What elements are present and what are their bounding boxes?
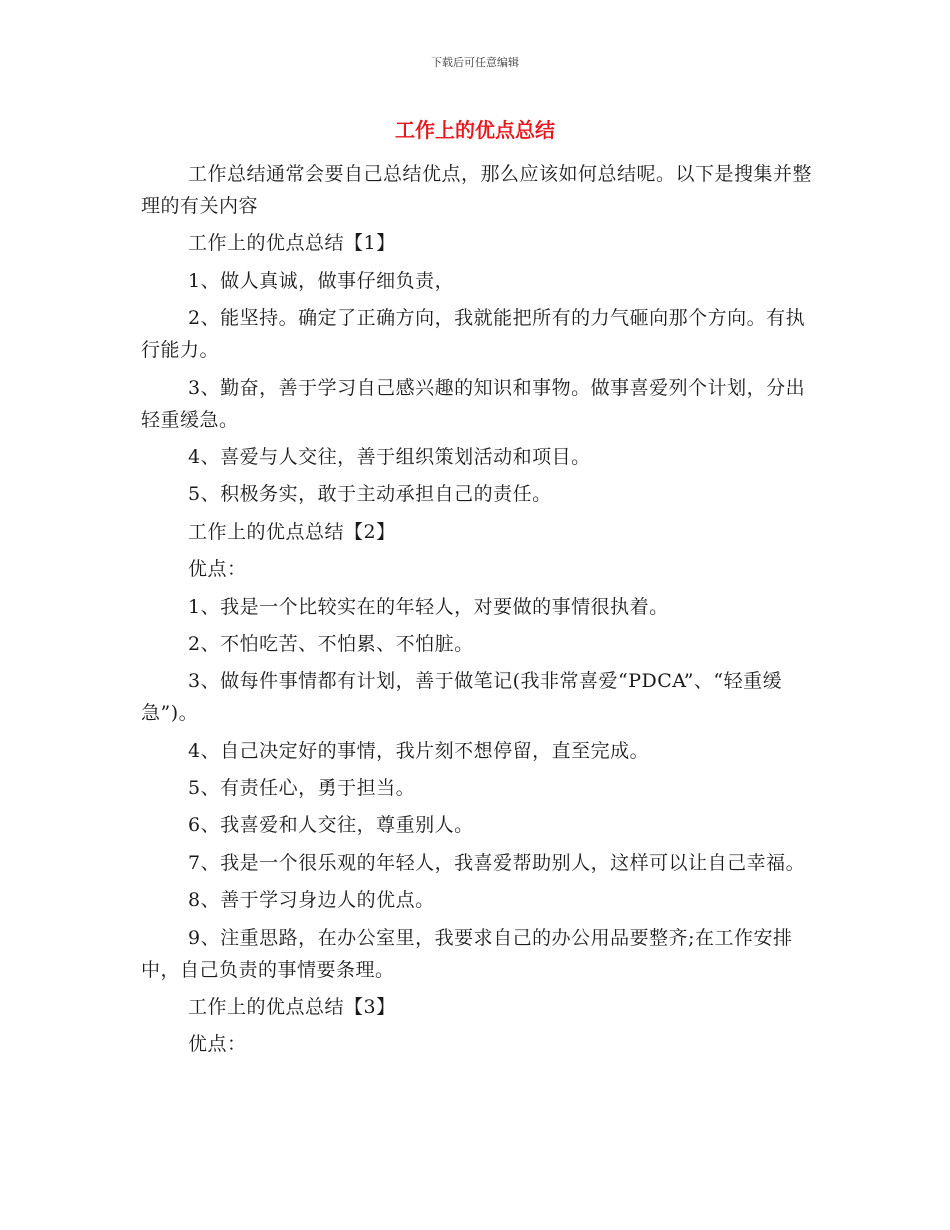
list-item: 3、勤奋，善于学习自己感兴趣的知识和事物。做事喜爱列个计划，分出轻重缓急。: [141, 376, 806, 431]
list-item: 2、不怕吃苦、不怕累、不怕脏。: [188, 632, 474, 655]
list-item: 3、做每件事情都有计划，善于做笔记(我非常喜爱“PDCA”、“轻重缓急”)。: [141, 670, 783, 725]
list-item: 4、喜爱与人交往，善于组织策划活动和项目。: [188, 445, 591, 468]
list-item: 5、有责任心，勇于担当。: [188, 777, 416, 800]
list-item: 2、能坚持。确定了正确方向，我就能把所有的力气砸向那个方向。有执行能力。: [141, 307, 806, 362]
subheading-strengths: 优点：: [188, 1033, 247, 1056]
list-item: 6、我喜爱和人交往，尊重别人。: [188, 814, 474, 837]
list-item: 4、自己决定好的事情，我片刻不想停留，直至完成。: [188, 739, 650, 762]
list-item: 7、我是一个很乐观的年轻人，我喜爱帮助别人，这样可以让自己幸福。: [188, 851, 806, 874]
list-item: 1、我是一个比较实在的年轻人，对要做的事情很执着。: [188, 595, 669, 618]
section-heading-2: 工作上的优点总结【2】: [188, 520, 396, 543]
section-heading-1: 工作上的优点总结【1】: [188, 232, 396, 255]
header-note: 下载后可任意编辑: [431, 56, 519, 69]
list-item: 9、注重思路，在办公室里，我要求自己的办公用品要整齐;在工作安排中，自己负责的事情要条理。: [141, 926, 793, 981]
paragraph-intro: 工作总结通常会要自己总结优点，那么应该如何总结呢。以下是搜集并整理的有关内容: [141, 163, 813, 217]
list-item: 1、做人真诚，做事仔细负责，: [188, 269, 455, 292]
document-title: 工作上的优点总结: [395, 118, 555, 142]
subheading-strengths: 优点：: [188, 558, 247, 581]
document-body: [141, 158, 821, 1066]
section-heading-3: 工作上的优点总结【3】: [188, 996, 396, 1019]
list-item: 8、善于学习身边人的优点。: [188, 889, 435, 912]
list-item: 5、积极务实，敢于主动承担自己的责任。: [188, 483, 552, 506]
